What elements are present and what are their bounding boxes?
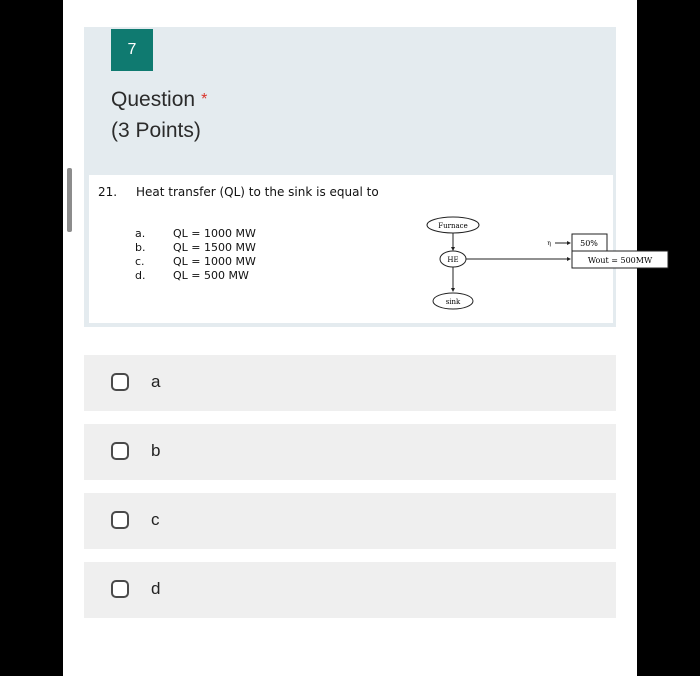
- question-number-badge: 7: [111, 29, 153, 71]
- question-title-text: Question: [111, 88, 196, 111]
- option-c[interactable]: [84, 493, 616, 549]
- question-title: [111, 87, 207, 113]
- work-value: Wout = 500MW: [587, 256, 653, 265]
- question-card: [84, 27, 653, 327]
- problem-choice: [135, 255, 256, 269]
- sink-label: sink: [445, 298, 461, 306]
- heat-engine-diagram: [409, 215, 653, 315]
- question-points: (3 Points): [111, 119, 201, 142]
- choice-letter: c.: [135, 255, 145, 268]
- option-b[interactable]: [84, 424, 616, 480]
- problem-number: 21.: [98, 185, 118, 199]
- option-c-checkbox[interactable]: [111, 511, 129, 529]
- option-d[interactable]: [84, 562, 616, 618]
- efficiency-symbol: η: [547, 240, 551, 247]
- option-d-label: d: [151, 579, 161, 598]
- engine-label: HE: [447, 256, 459, 264]
- option-a-label: a: [151, 372, 161, 391]
- required-asterisk: *: [201, 91, 208, 108]
- efficiency-arrowhead: [567, 241, 571, 245]
- choice-letter: b.: [135, 241, 146, 254]
- problem-choice: [135, 227, 256, 241]
- option-c-label: c: [151, 510, 160, 529]
- problem-choices: [135, 227, 256, 283]
- option-b-label: b: [151, 441, 161, 460]
- efficiency-value: 50%: [580, 239, 598, 248]
- choice-text: QL = 1500 MW: [173, 241, 256, 254]
- problem-statement: [98, 185, 379, 199]
- choice-text: QL = 1000 MW: [173, 227, 256, 240]
- heat-out-arrowhead: [451, 288, 455, 292]
- option-b-checkbox[interactable]: [111, 442, 129, 460]
- option-a-checkbox[interactable]: [111, 373, 129, 391]
- problem-text: Heat transfer (QL) to the sink is equal to: [136, 185, 379, 199]
- option-a[interactable]: [84, 355, 616, 411]
- scroll-indicator[interactable]: [67, 168, 72, 232]
- heat-in-arrowhead: [451, 247, 455, 251]
- choice-letter: d.: [135, 269, 146, 282]
- choice-text: QL = 1000 MW: [173, 255, 256, 268]
- furnace-label: Furnace: [438, 222, 468, 230]
- question-image: [89, 175, 653, 323]
- problem-choice: [135, 241, 256, 255]
- choice-letter: a.: [135, 227, 146, 240]
- option-d-checkbox[interactable]: [111, 580, 129, 598]
- work-arrowhead: [567, 257, 571, 261]
- problem-choice: [135, 269, 256, 283]
- choice-text: QL = 500 MW: [173, 269, 249, 282]
